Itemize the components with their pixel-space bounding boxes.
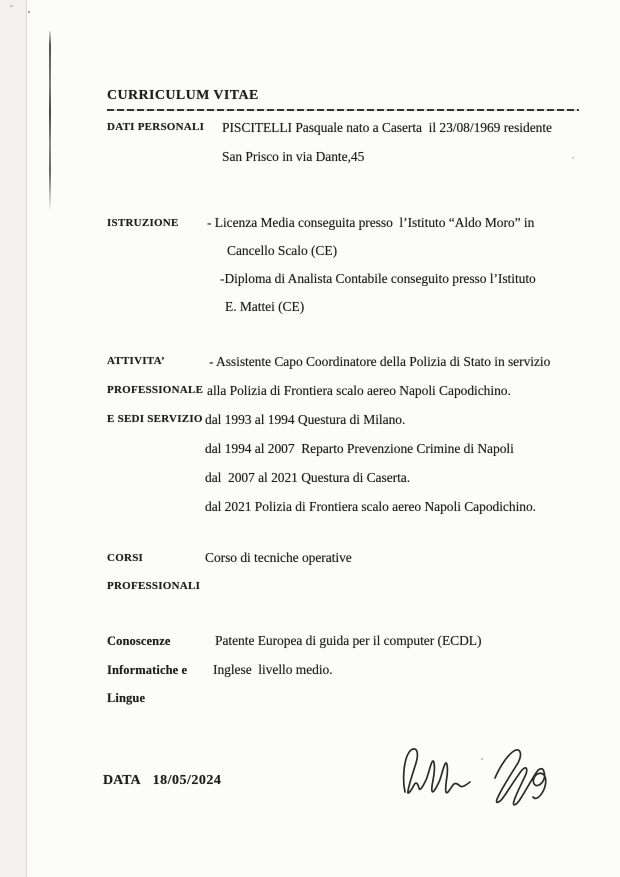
cv-line-career: dal 2021 Polizia di Frontiera scalo aereo Napoli Capodichino. <box>205 499 536 514</box>
section-label-sedi-servizio: E SEDI SERVIZIO <box>107 413 203 425</box>
section-label-istruzione: ISTRUZIONE <box>107 217 179 229</box>
scanner-artifact-line <box>49 31 51 211</box>
cv-line-career: dal 1994 al 2007 Reparto Prevenzione Crimine di Napoli <box>205 441 514 456</box>
cv-line-career: dal 1993 al 1994 Questura di Milano. <box>205 412 406 427</box>
cv-line-course: Corso di tecniche operative <box>205 550 352 565</box>
cv-line-education: -Diploma di Analista Contabile conseguito presso l’Istituto <box>220 271 536 286</box>
paper-edge <box>0 0 27 877</box>
cv-line-address: San Prisco in via Dante,45 <box>222 149 365 164</box>
section-label-informatiche: Informatiche e <box>107 662 188 677</box>
handwritten-signature <box>392 736 564 816</box>
section-label-dati-personali: DATI PERSONALI <box>107 121 205 133</box>
section-label-corsi: CORSI <box>107 552 144 564</box>
scan-speck <box>10 5 13 7</box>
signature-strokes <box>404 749 546 805</box>
cv-line-education: - Licenza Media conseguita presso l’Istituto “Aldo Moro” in <box>207 215 535 230</box>
section-label-lingue: Lingue <box>107 691 146 705</box>
section-label-attivita: ATTIVITA’ <box>107 355 165 367</box>
cv-line-career: alla Polizia di Frontiera scalo aereo Napoli Capodichino. <box>207 383 511 398</box>
cv-line-career: dal 2007 al 2021 Questura di Caserta. <box>205 470 411 485</box>
date-label: DATA <box>103 773 141 788</box>
cv-line-education: Cancello Scalo (CE) <box>227 243 338 258</box>
cv-line-skill: Inglese livello medio. <box>213 661 333 677</box>
cv-line-career: - Assistente Capo Coordinatore della Polizia di Stato in servizio <box>209 354 551 369</box>
section-label-professionali: PROFESSIONALI <box>107 580 201 592</box>
date-row <box>103 766 221 795</box>
title-underline <box>107 109 579 111</box>
date-value: 18/05/2024 <box>152 773 222 788</box>
scan-speck <box>28 11 30 13</box>
section-label-professionale: PROFESSIONALE <box>107 384 204 396</box>
section-label-conoscenze: Conoscenze <box>107 634 171 648</box>
cv-line-skill: Patente Europea di guida per il computer (ECDL) <box>215 633 482 648</box>
cv-line-education: E. Mattei (CE) <box>225 299 305 314</box>
cv-line-personal-info: PISCITELLI Pasquale nato a Caserta il 23/08/1969 residente <box>222 120 552 135</box>
document-title: CURRICULUM VITAE <box>107 88 259 103</box>
